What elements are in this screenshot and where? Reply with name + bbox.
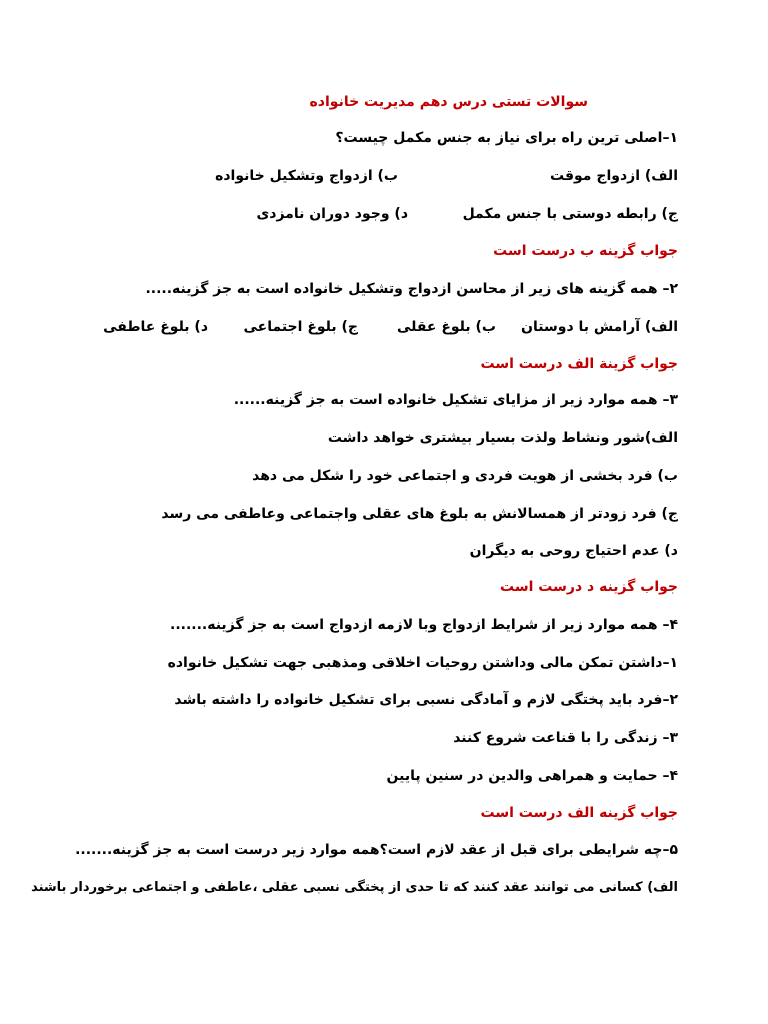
q3-option-c: ج) فرد زودتر از همسالانش به بلوغ های عقلی واجتماعی وعاطفی می رسد xyxy=(161,506,678,522)
q2-option-d: د) بلوغ عاطفی xyxy=(103,319,208,335)
q3-option-b: ب) فرد بخشی از هویت فردی و اجتماعی خود را شکل می دهد xyxy=(252,468,678,484)
q4-option-3: ۳– زندگی را با قناعت شروع کنند xyxy=(453,730,678,746)
page-title: سوالات تستی درس دهم مدیریت خانواده xyxy=(309,94,588,110)
q4-answer: جواب گزینه الف درست است xyxy=(480,805,678,821)
question-5: ۵–چه شرایطی برای قبل از عقد لازم است؟همه موارد زیر درست است به جز گزینه....... xyxy=(75,842,678,858)
q1-option-b: ب) ازدواج وتشکیل خانواده xyxy=(215,168,398,184)
q1-option-c: ج) رابطه دوستی با جنس مکمل xyxy=(462,206,678,222)
q1-answer: جواب گزینه ب درست است xyxy=(493,243,678,259)
question-2: ۲– همه گزینه های زیر از محاسن ازدواج وتشکیل خانواده است به جز گزینه..... xyxy=(145,281,678,297)
q2-option-b: ب) بلوغ عقلی xyxy=(396,319,496,335)
question-3: ۳– همه موارد زیر از مزایای تشکیل خانواده است به جز گزینه...... xyxy=(233,392,678,408)
q3-answer: جواب گزینه د درست است xyxy=(500,579,678,595)
q2-option-a: الف) آرامش با دوستان xyxy=(521,319,678,335)
question-1: ۱–اصلی ترین راه برای نیاز به جنس مکمل چیست؟ xyxy=(335,130,678,146)
q5-option-a: الف) کسانی می توانند عقد کنند که تا حدی از پختگی نسبی عقلی ،عاطفی و اجتماعی برخوردار باشند xyxy=(31,880,678,895)
q3-option-d: د) عدم احتیاج روحی به دیگران xyxy=(469,543,678,559)
q4-option-4: ۴– حمایت و همراهی والدین در سنین پایین xyxy=(386,768,678,784)
q2-answer: جواب گزینة الف درست است xyxy=(480,356,678,372)
q1-option-a: الف) ازدواج موقت xyxy=(550,168,678,184)
q3-option-a: الف)شور ونشاط ولذت بسیار بیشتری خواهد داشت xyxy=(327,430,678,446)
q2-option-c: ج) بلوغ اجتماعی xyxy=(243,319,358,335)
q4-option-2: ۲–فرد باید پختگی لازم و آمادگی نسبی برای تشکیل خانواده را داشته باشد xyxy=(174,692,678,708)
question-4: ۴– همه موارد زیر از شرایط ازدواج وبا لازمه ازدواج است به جز گزینه....... xyxy=(170,617,678,633)
q4-option-1: ۱–داشتن تمکن مالی وداشتن روحیات اخلاقی ومذهبی جهت تشکیل خانواده xyxy=(167,655,678,671)
q1-option-d: د) وجود دوران نامزدی xyxy=(256,206,408,222)
